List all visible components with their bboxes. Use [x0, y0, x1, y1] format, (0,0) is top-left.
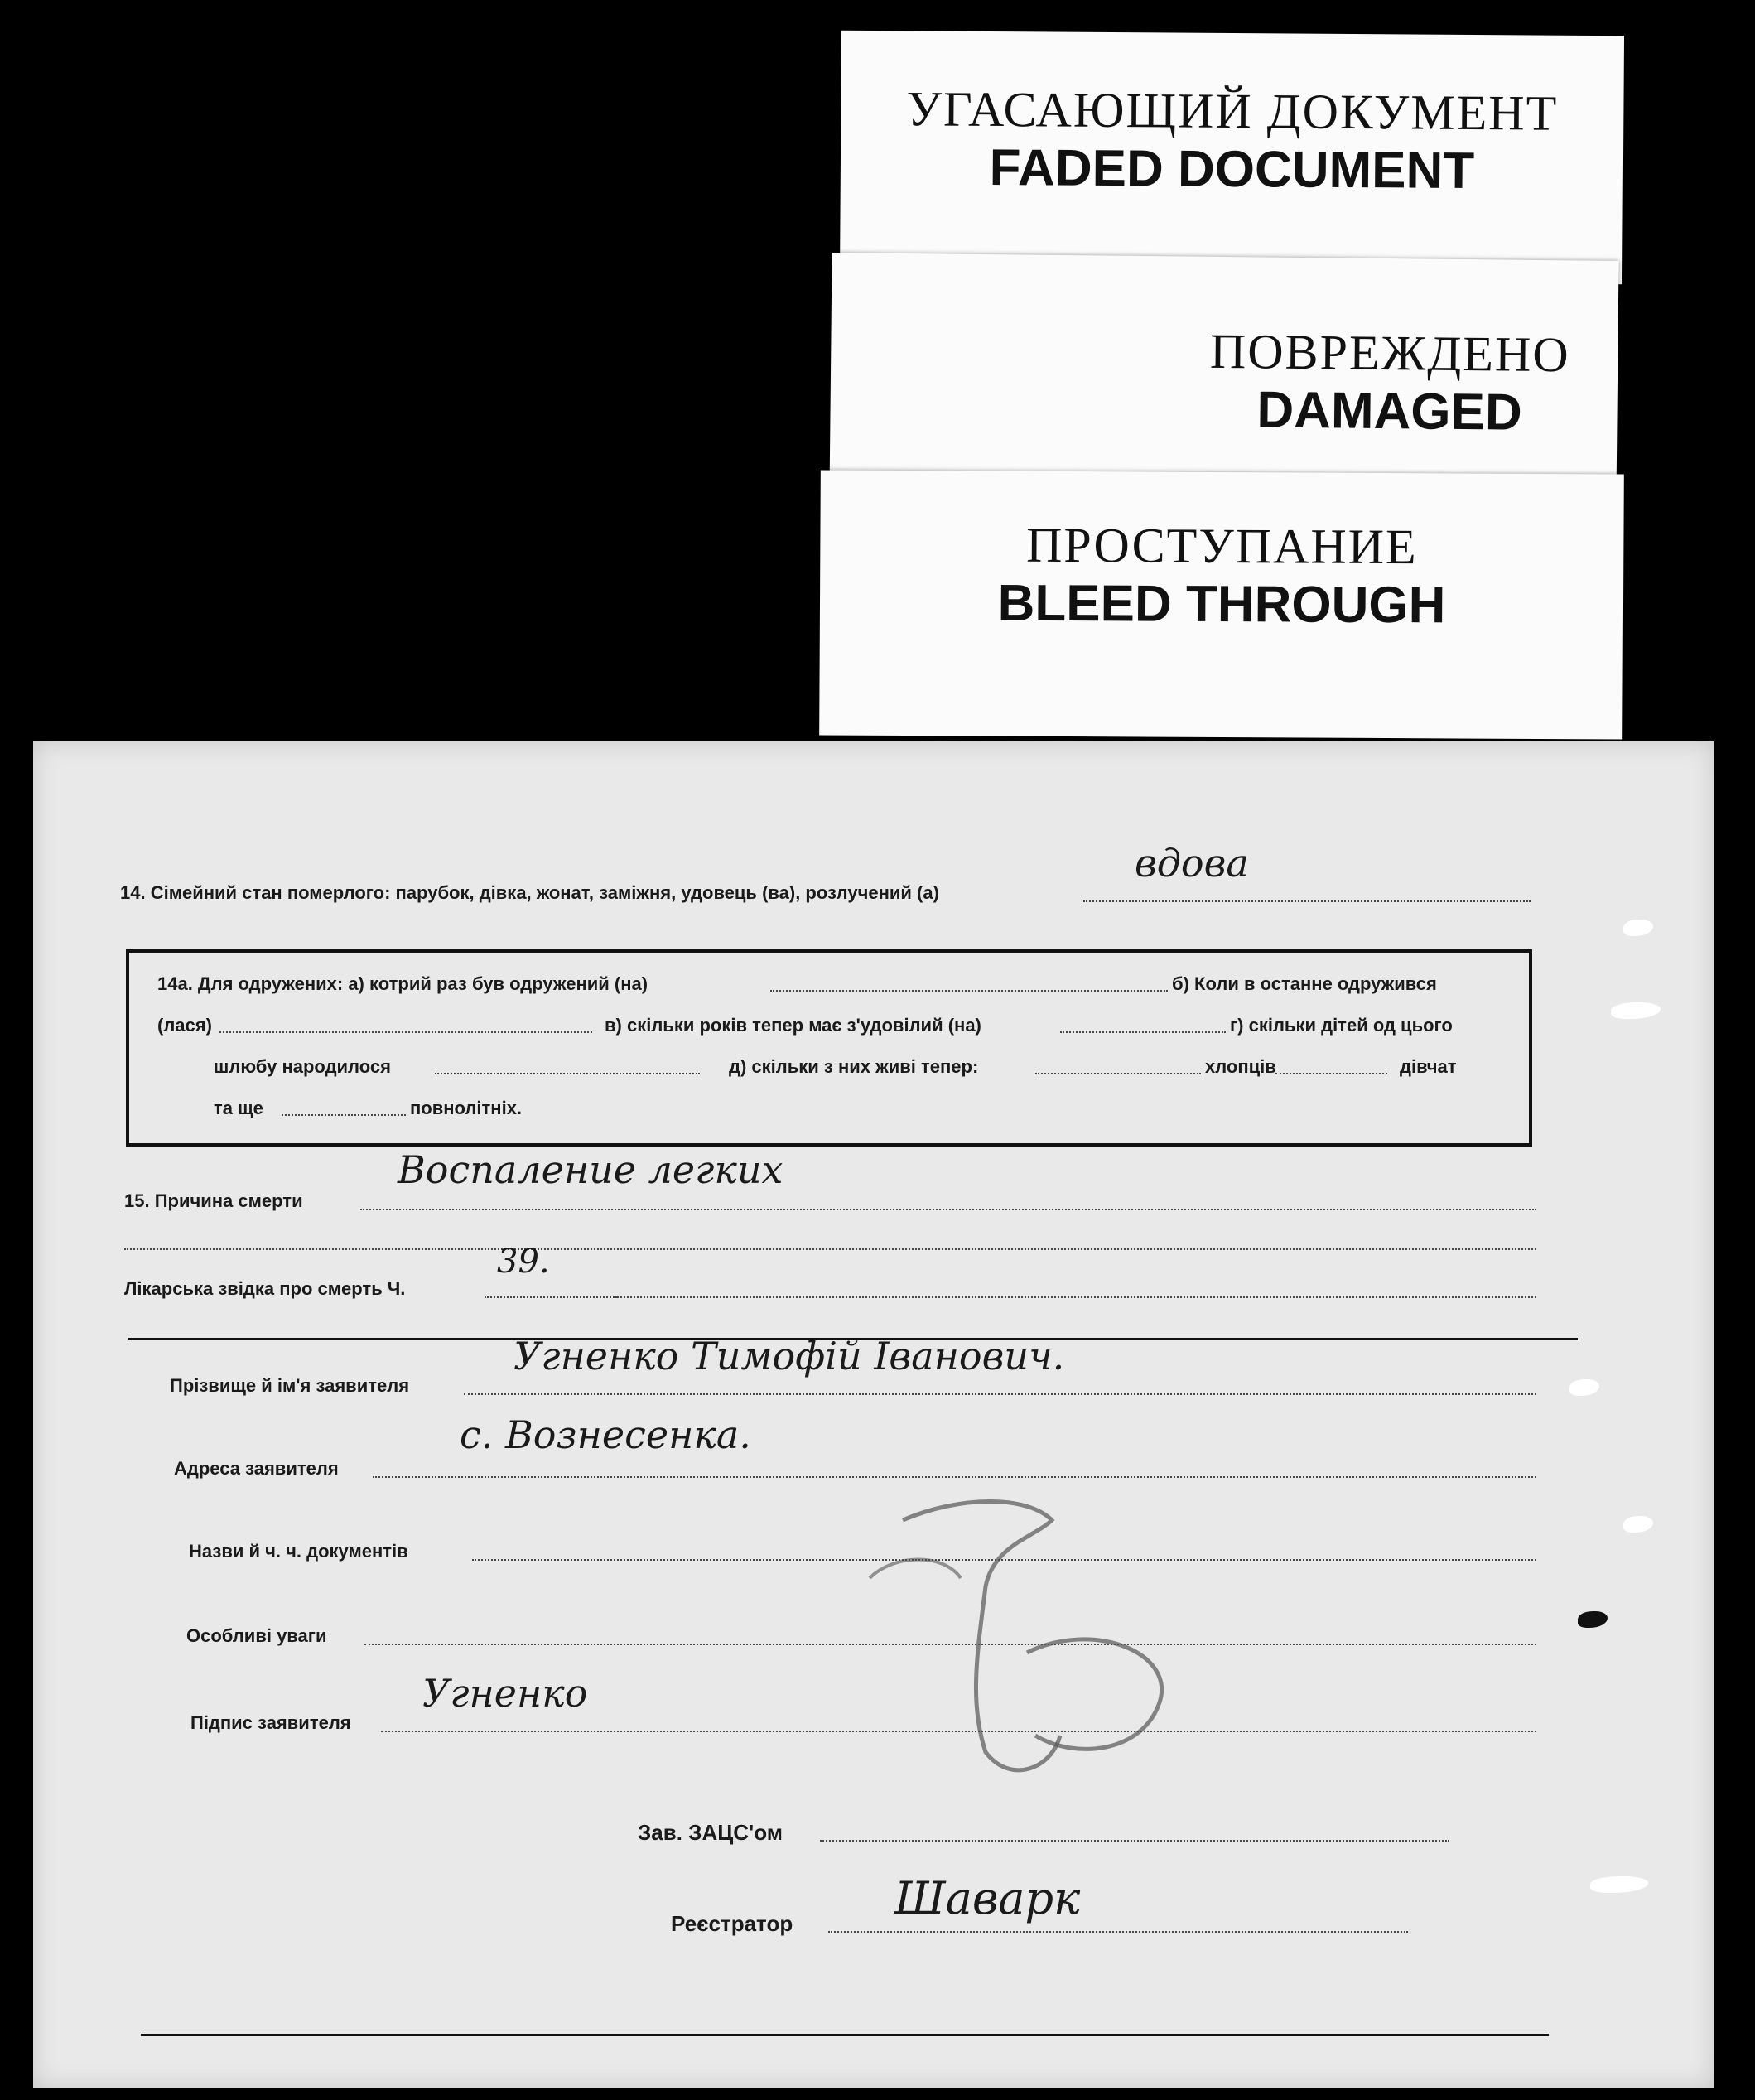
- q15-line2: [124, 1248, 1536, 1250]
- applicant-name-value: Угненко Тимофій Іванович.: [513, 1334, 1065, 1378]
- q14-value: вдова: [1135, 841, 1249, 886]
- death-record-sheet: [33, 741, 1714, 2088]
- damaged-tag-ru: ПОВРЕЖДЕНО: [1209, 323, 1570, 383]
- q14a-line1b: б) Коли в останне одружився: [1172, 973, 1437, 994]
- damage-mark: [1578, 1611, 1608, 1628]
- applicant-name-label: Прізвище й ім'я заявителя: [170, 1375, 410, 1396]
- damaged-tag: [830, 253, 1619, 501]
- registrar-line: [828, 1931, 1408, 1933]
- q15-value: Воспаление легких: [398, 1147, 783, 1192]
- zags-head-line: [820, 1840, 1449, 1842]
- q15-label: 15. Причина смерти: [124, 1190, 303, 1211]
- q14-label: 14. Сімейний стан померлого: парубок, дівка, жонат, заміжня, удовець (ва), розлучений (а): [120, 882, 939, 903]
- med-label: Лікарська звідка про смерть Ч.: [124, 1278, 406, 1299]
- damage-mark: [1590, 1876, 1648, 1893]
- faded-document-tag: [840, 31, 1624, 285]
- q14a-dots1: [770, 990, 1168, 992]
- bottom-rule: [141, 2034, 1549, 2036]
- bleed-tag-ru: ПРОСТУПАНИЕ: [1025, 517, 1418, 575]
- applicant-name-line: [464, 1393, 1536, 1395]
- applicant-signature: Угненко: [422, 1671, 588, 1716]
- faded-tag-ru: УГАСАЮЩИЙ ДОКУМЕНТ: [906, 81, 1559, 141]
- q14a-dots2a: [219, 1031, 592, 1033]
- applicant-address-line: [373, 1476, 1536, 1478]
- q14a-line3c: хлопців: [1205, 1056, 1276, 1077]
- q14a-line3a: шлюбу народилося: [214, 1056, 391, 1077]
- q14a-line1a: 14а. Для одружених: а) котрий раз був одружений (на): [157, 973, 648, 994]
- documents-label: Назви й ч. ч. документів: [189, 1541, 408, 1562]
- q14-line: [1083, 900, 1531, 902]
- applicant-address-label: Адреса заявителя: [174, 1458, 339, 1479]
- registrar-label: Реєстратор: [671, 1911, 793, 1936]
- med-value: 39.: [497, 1243, 550, 1281]
- applicant-address-value: с. Вознесенка.: [460, 1412, 751, 1457]
- faded-tag-en: FADED DOCUMENT: [989, 138, 1475, 200]
- q14a-line4a: та ще: [214, 1098, 263, 1118]
- q14a-dots4: [282, 1114, 406, 1116]
- zags-head-label: Зав. ЗАЦС'ом: [638, 1820, 783, 1845]
- q15-line: [360, 1209, 1536, 1210]
- q14a-line3b: д) скільки з них живі тепер:: [729, 1056, 979, 1077]
- q14a-line4b: повнолітніх.: [410, 1098, 523, 1118]
- q14a-line2a: (лася): [157, 1015, 212, 1036]
- q14a-line2c: г) скільки дітей од цього: [1230, 1015, 1453, 1036]
- q14a-dots3b: [1035, 1073, 1201, 1074]
- med-line2: [617, 1296, 1536, 1298]
- q14a-dots2b: [1060, 1031, 1226, 1033]
- notes-label: Особливі уваги: [186, 1625, 327, 1646]
- damaged-tag-en: DAMAGED: [1256, 381, 1523, 442]
- damage-mark: [1623, 1516, 1653, 1533]
- bleed-through-tag: [819, 470, 1624, 739]
- signature-label: Підпис заявителя: [190, 1712, 351, 1733]
- q14a-dots3a: [435, 1073, 700, 1074]
- registrar-signature: Шаварк: [894, 1872, 1081, 1924]
- q14a-dots3c: [1275, 1073, 1387, 1074]
- q14a-line3d: дівчат: [1400, 1056, 1457, 1077]
- damage-mark: [1623, 920, 1653, 936]
- bleed-tag-en: BLEED THROUGH: [997, 574, 1446, 635]
- bleed-through-mark: [845, 1487, 1193, 1802]
- damage-mark: [1611, 1002, 1661, 1019]
- med-line: [485, 1296, 617, 1298]
- q14a-line2b: в) скільки років тепер має з'удовілий (на): [605, 1015, 981, 1036]
- damage-mark: [1569, 1379, 1599, 1396]
